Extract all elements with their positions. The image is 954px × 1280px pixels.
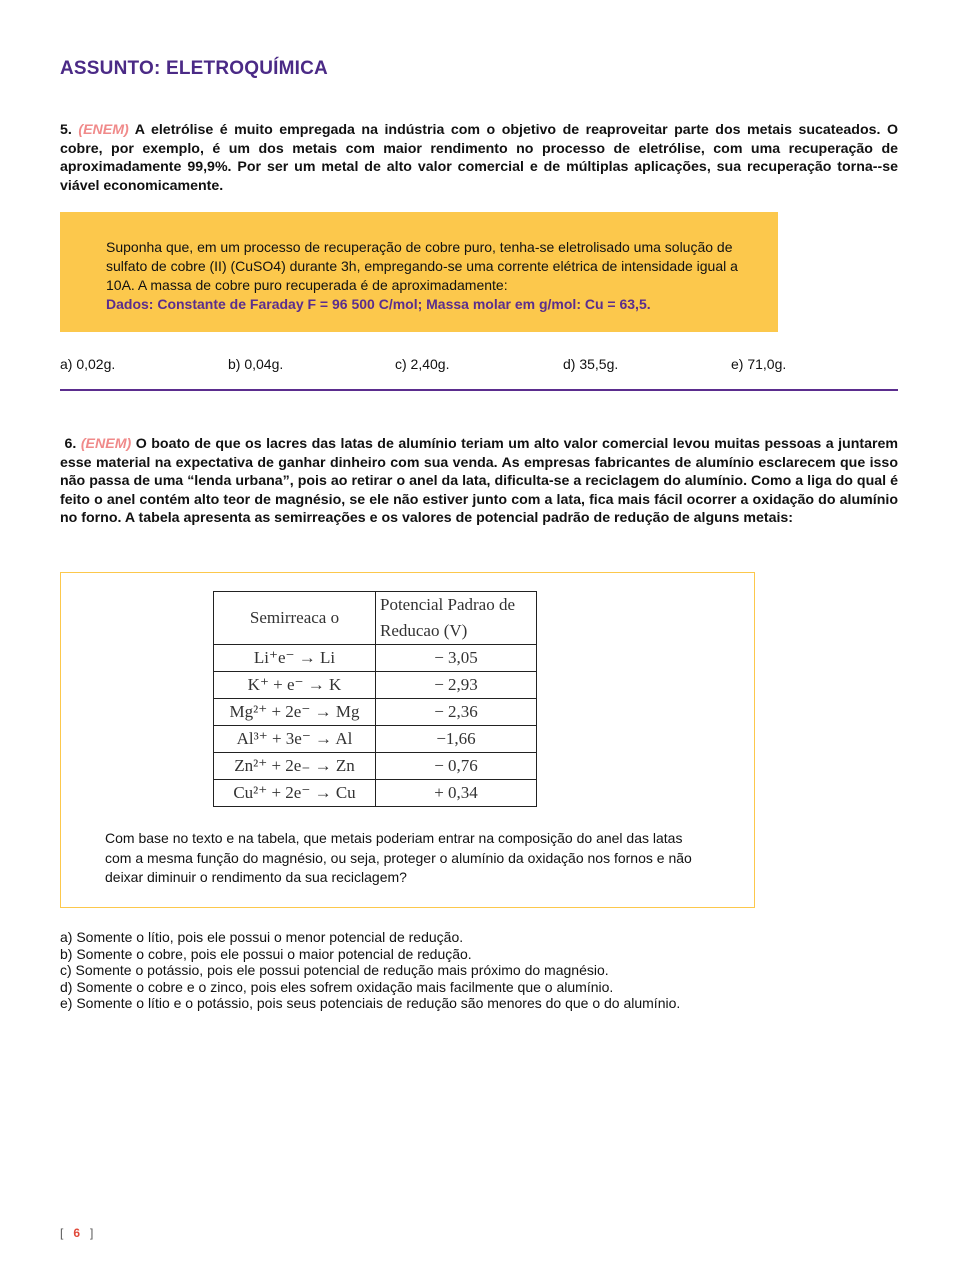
question-6-options	[60, 929, 680, 1012]
question-6-statement	[60, 435, 898, 528]
option-c[interactable]: c) 2,40g.	[395, 356, 450, 372]
option-d[interactable]: d) Somente o cobre e o zinco, pois eles sofrem oxidação mais facilmente que o alumínio.	[60, 978, 614, 995]
question-6-prompt: Com base no texto e na tabela, que metais poderiam entrar na composição do anel das latas com a mesma função do magnésio, ou seja, proteger o alumínio da oxidação nos fornos e não deixar diminuir o rendimento da sua reciclagem?	[105, 830, 692, 885]
table-row	[214, 672, 537, 699]
bracket: ]	[90, 1226, 94, 1240]
potential-cell: − 2,36	[376, 699, 537, 726]
option-c[interactable]: c) Somente o potássio, pois ele possui potencial de redução mais próximo do magnésio.	[60, 962, 609, 978]
table-row	[214, 780, 537, 807]
reduction-potential-table	[213, 591, 537, 807]
half-reaction-cell: Al³⁺ + 3e⁻ → Al	[214, 726, 376, 753]
half-reaction-cell: K⁺ + e⁻ → K	[214, 672, 376, 699]
half-reaction-cell: Mg²⁺ + 2e⁻ → Mg	[214, 699, 376, 726]
question-number: 5.	[60, 122, 72, 138]
question-text: O boato de que os lacres das latas de alumínio teriam um alto valor comercial levou muitas pessoas a juntarem esse material na expectativa de ganhar dinheiro com sua venda. As empresas fabricantes de alumínio esclarecem que isso não passa de uma “lenda urbana”, pois ao retirar o anel da lata, dificulta-se a reciclagem do alumínio. Como a liga do qual é feito o anel contém alto teor de magnésio, se ele não estiver junto com a lata, fica mais fácil ocorrer a oxidação do alumínio no forno. A tabela apresenta as semirreações e os valores de potencial padrão de redução de alguns metais:	[60, 436, 898, 527]
page-number-value: 6	[73, 1226, 81, 1240]
option-d[interactable]: d) 35,5g.	[563, 356, 619, 372]
table-header: Semirreaca o	[214, 592, 376, 645]
half-reaction-cell: Zn²⁺ + 2e₋ → Zn	[214, 753, 376, 780]
option-b[interactable]: b) 0,04g.	[228, 356, 284, 372]
question-6-box	[60, 572, 755, 908]
half-reaction-cell: Li⁺e⁻ → Li	[214, 645, 376, 672]
option-a[interactable]: a) 0,02g.	[60, 356, 116, 372]
table-row	[214, 645, 537, 672]
potential-cell: − 3,05	[376, 645, 537, 672]
potential-cell: −1,66	[376, 726, 537, 753]
table-row	[214, 753, 537, 780]
info-text: Suponha que, em um processo de recuperação de cobre puro, tenha-se eletrolisado uma solução de sulfato de cobre (II) (CuSO4) durante 3h, empregando-se uma corrente elétrica de intensidade igual a 10A. A massa de cobre puro recuperada é de aproximadamente:	[106, 239, 738, 293]
bracket: [	[60, 1226, 64, 1240]
option-b[interactable]: b) Somente o cobre, pois ele possui o maior potencial de redução.	[60, 945, 472, 962]
question-text: A eletrólise é muito empregada na indústria com o objetivo de reaproveitar parte dos metais sucateados. O cobre, por exemplo, é um dos metais com maior rendimento no processo de eletrólise, com uma recuperação de aproximadamente 99,9%. Por ser um metal de alto valor comercial e de múltiplas aplicações, sua recuperação torna--se viável economicamente.	[60, 122, 898, 194]
half-reaction-cell: Cu²⁺ + 2e⁻ → Cu	[214, 780, 376, 807]
potential-cell: − 2,93	[376, 672, 537, 699]
info-data: Dados: Constante de Faraday F = 96 500 C/mol; Massa molar em g/mol: Cu = 63,5.	[106, 296, 651, 312]
question-5-info-box	[60, 212, 778, 332]
divider	[60, 389, 898, 391]
page-number	[60, 1226, 93, 1240]
question-source: (ENEM)	[80, 436, 132, 452]
option-e[interactable]: e) 71,0g.	[731, 356, 787, 372]
potential-cell: + 0,34	[376, 780, 537, 807]
potential-cell: − 0,76	[376, 753, 537, 780]
table-row	[214, 726, 537, 753]
question-5-statement	[60, 121, 898, 195]
table-row	[214, 699, 537, 726]
question-source: (ENEM)	[78, 122, 129, 138]
table-header: Potencial Padrao de Reducao (V)	[376, 592, 537, 645]
question-number: 6.	[64, 436, 77, 452]
page-title: ASSUNTO: ELETROQUÍMICA	[60, 58, 328, 79]
option-a[interactable]: a) Somente o lítio, pois ele possui o menor potencial de redução.	[60, 929, 464, 945]
option-e[interactable]: e) Somente o lítio e o potássio, pois seus potenciais de redução são menores do que o do alumínio.	[60, 995, 681, 1011]
